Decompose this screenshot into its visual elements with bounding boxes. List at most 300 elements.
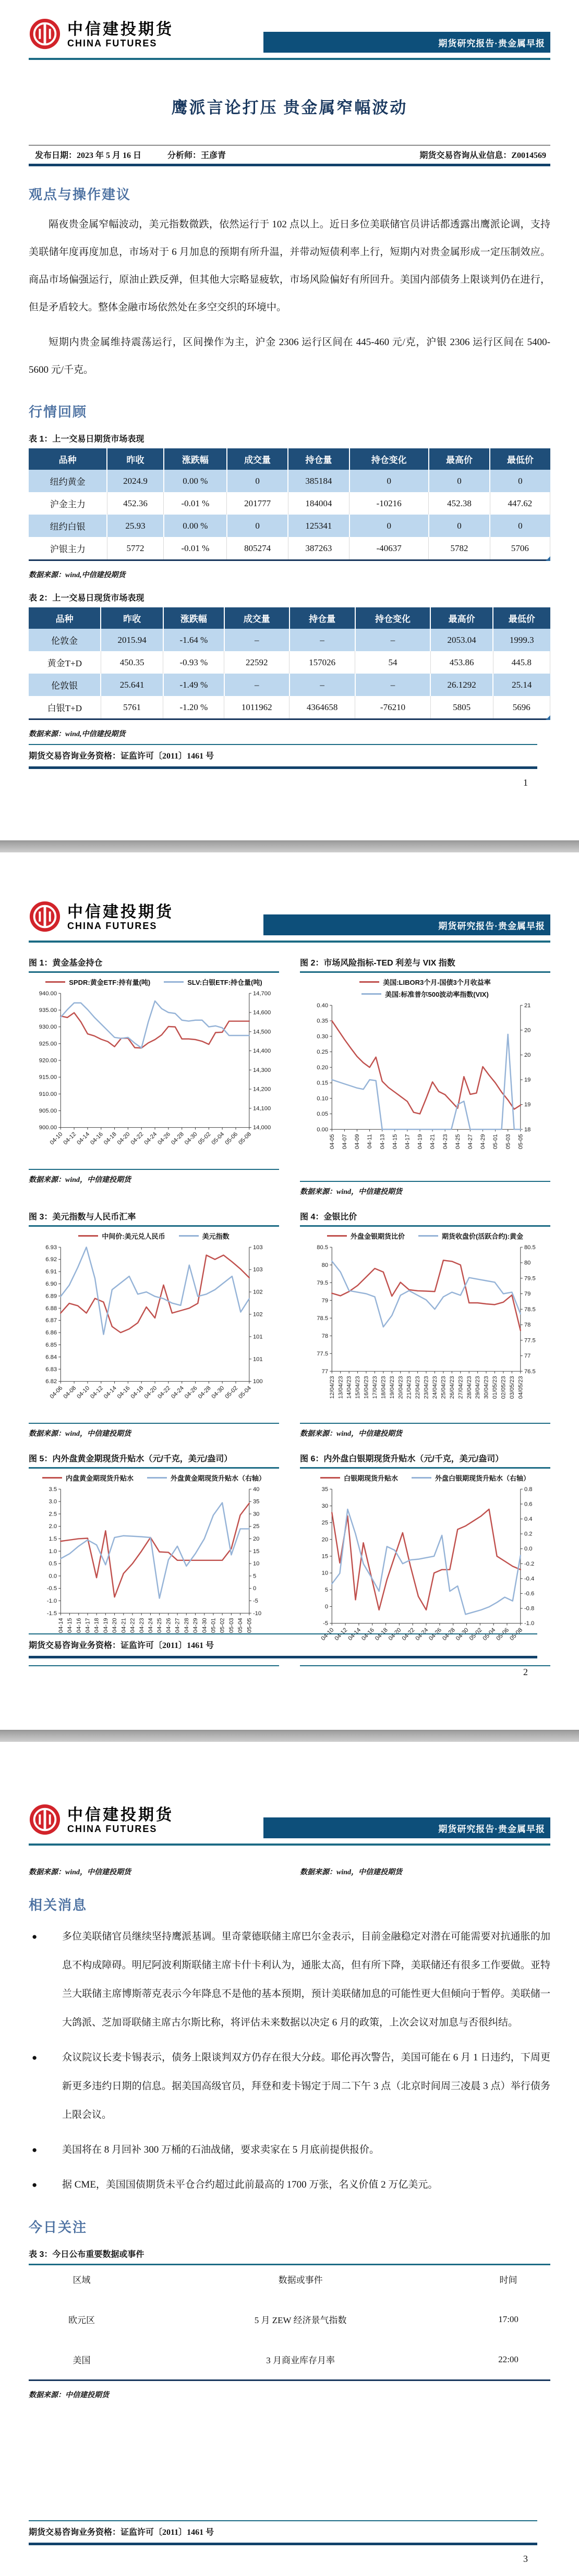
svg-text:0.4: 0.4 (524, 1516, 533, 1523)
table-cell: 伦敦金 (29, 629, 101, 651)
table-cell: 0 (429, 515, 490, 537)
table-cell: 5761 (101, 696, 163, 719)
column-header: 成交量 (227, 448, 288, 470)
svg-text:03/05/23: 03/05/23 (509, 1376, 515, 1399)
table2-source: 数据来源：wind,中信建投期货 (29, 730, 126, 738)
table-row (29, 696, 550, 719)
svg-text:05-05: 05-05 (246, 1618, 253, 1633)
svg-text:-1.5: -1.5 (46, 1610, 57, 1617)
column-header: 持仓变化 (349, 448, 429, 470)
svg-text:04-16: 04-16 (76, 1618, 82, 1633)
svg-text:05-08: 05-08 (237, 1131, 253, 1146)
legend-label: 中间价:美元兑人民币 (102, 1232, 165, 1241)
header-divider (29, 1844, 550, 1846)
svg-text:0: 0 (252, 1585, 257, 1592)
table-cell: 0 (349, 470, 429, 492)
legend-label: 白银期现货升贴水 (343, 1474, 398, 1483)
svg-text:04-17: 04-17 (404, 1134, 411, 1150)
report-header (29, 1742, 550, 1838)
news-bullet (29, 2135, 550, 2164)
chart-series (61, 1247, 249, 1334)
line-chart (300, 999, 550, 1180)
table-cell: 5782 (429, 537, 490, 560)
bullet-text: 美国将在 8 月回补 300 万桶的石油战储，要求卖家在 5 月底前提供报价。 (62, 2144, 380, 2155)
svg-text:6.85: 6.85 (45, 1342, 57, 1349)
table-cell: 沪银主力 (29, 537, 107, 560)
svg-text:05-02: 05-02 (468, 1627, 484, 1642)
svg-text:0.6: 0.6 (524, 1501, 533, 1508)
svg-text:0.35: 0.35 (317, 1018, 329, 1024)
svg-text:78.5: 78.5 (317, 1315, 329, 1322)
viewpoint-paragraph-1: 隔夜贵金属窄幅波动，美元指数微跌，依然运行于 102 点以上。近日多位美联储官员讲话都透露出鹰派论调，支持美联储年度再度加息，市场对于 6 月加息的预期有所升温，并带动短债利率上行，短期内对贵金属形成一定压制效应。商品市场偏强运行，原油止跌反弹，但其他大宗略显疲软，市场风险偏好有所回升。美国内部债务上限谈判仍在进行，但是矛盾较大。整体金融市场依然处在多空交织的环境中。 (29, 219, 550, 313)
legend-label: 外盘白银期现货升贴水（右轴） (435, 1474, 530, 1483)
legend-line-icon (78, 1235, 98, 1237)
svg-text:18/04/23: 18/04/23 (380, 1376, 387, 1399)
svg-text:19: 19 (524, 1102, 531, 1108)
svg-text:04-30: 04-30 (210, 1385, 226, 1400)
svg-text:14,000: 14,000 (252, 1125, 271, 1131)
table-cell: 2024.9 (107, 470, 164, 492)
page-number: 2 (523, 1667, 528, 1677)
svg-text:05-02: 05-02 (219, 1618, 226, 1633)
legend-line-icon (412, 1477, 431, 1479)
svg-text:04-05: 04-05 (329, 1134, 335, 1150)
report-meta-row (29, 145, 550, 166)
svg-text:80.5: 80.5 (317, 1244, 329, 1251)
legend-line-icon (418, 1235, 438, 1237)
figure-3-legend (29, 1231, 279, 1241)
chart-series (61, 1255, 249, 1333)
table-cell: -0.01 % (164, 492, 227, 515)
svg-text:0.15: 0.15 (317, 1080, 329, 1086)
table-row (29, 515, 550, 537)
svg-text:25/04/23: 25/04/23 (440, 1376, 447, 1399)
svg-text:26/04/23: 26/04/23 (449, 1376, 455, 1399)
table-row (29, 2299, 550, 2339)
svg-text:0.40: 0.40 (317, 1002, 329, 1009)
column-header: 持仓量 (290, 607, 355, 629)
svg-text:27/04/23: 27/04/23 (457, 1376, 464, 1399)
svg-text:04-18: 04-18 (129, 1385, 145, 1400)
table-cell: 25.93 (107, 515, 164, 537)
table-cell: 22:00 (498, 2354, 518, 2364)
svg-text:04-26: 04-26 (428, 1627, 443, 1642)
svg-text:35: 35 (321, 1486, 329, 1493)
table-cell: 沪金主力 (29, 492, 107, 515)
svg-text:05-01: 05-01 (492, 1134, 499, 1150)
citic-logo-icon (29, 1803, 61, 1838)
chart-series (332, 1021, 521, 1114)
news-bullet (29, 2043, 550, 2129)
brand-name-cn: 中信建投期货 (67, 904, 174, 921)
table-cell: 385184 (288, 470, 349, 492)
table-cell: 453.86 (430, 651, 493, 674)
table-row (29, 537, 550, 560)
analyst-name: 分析师：王彦青 (167, 151, 226, 160)
svg-text:100: 100 (252, 1378, 263, 1385)
table (29, 448, 550, 561)
svg-text:04-14: 04-14 (347, 1627, 363, 1642)
table-cell: 0 (227, 470, 288, 492)
svg-text:0.30: 0.30 (317, 1033, 329, 1040)
svg-text:04-25: 04-25 (454, 1134, 461, 1150)
svg-text:04-15: 04-15 (67, 1618, 74, 1633)
svg-text:77.5: 77.5 (524, 1337, 536, 1344)
svg-text:23/04/23: 23/04/23 (423, 1376, 430, 1399)
svg-text:0: 0 (324, 1604, 329, 1610)
figure-4-source: 数据来源：wind，中信建投期货 (300, 1423, 550, 1438)
svg-text:04-14: 04-14 (76, 1131, 91, 1146)
table-header-row (29, 2265, 550, 2300)
svg-text:77: 77 (524, 1353, 531, 1360)
table-cell: 美国 (73, 2355, 91, 2365)
table-cell: – (355, 674, 431, 696)
svg-text:05-02: 05-02 (224, 1385, 239, 1400)
svg-text:21: 21 (524, 1002, 531, 1009)
svg-text:04-19: 04-19 (417, 1134, 424, 1150)
page-separator (0, 1730, 579, 1742)
chart-series (61, 1503, 249, 1598)
svg-text:16/04/23: 16/04/23 (363, 1376, 370, 1399)
figure-6-legend (300, 1473, 550, 1483)
svg-text:20/04/23: 20/04/23 (397, 1376, 404, 1399)
table-cell: 5 月 ZEW 经济景气指数 (254, 2315, 347, 2325)
section-title-focus: 今日关注 (29, 2219, 88, 2235)
svg-text:10: 10 (252, 1561, 260, 1568)
table1-source: 数据来源：wind,中信建投期货 (29, 571, 126, 579)
page-footer (29, 2520, 537, 2565)
figure-5-source: 数据来源：wind，中信建投期货 (29, 1869, 131, 1876)
svg-text:04-13: 04-13 (379, 1134, 386, 1150)
svg-text:80: 80 (321, 1262, 329, 1269)
brand-name-en: CHINA FUTURES (67, 1823, 158, 1834)
legend-label: 美国:LIBOR3个月-国债3个月收益率 (383, 979, 491, 986)
svg-text:-0.2: -0.2 (524, 1561, 535, 1568)
table-cell: 黄金T+D (29, 651, 101, 674)
column-header: 涨跌幅 (164, 448, 227, 470)
svg-text:04-10: 04-10 (320, 1627, 335, 1642)
svg-text:04-28: 04-28 (197, 1385, 212, 1400)
column-header: 涨跌幅 (163, 607, 224, 629)
svg-text:0.2: 0.2 (524, 1531, 533, 1538)
news-bullet-list (29, 1922, 550, 2199)
table-cell: 5696 (493, 696, 550, 719)
svg-text:20: 20 (524, 1027, 531, 1034)
report-header (29, 0, 550, 53)
svg-text:22/04/23: 22/04/23 (415, 1376, 421, 1399)
table-cell: -1.20 % (163, 696, 224, 719)
svg-text:04-20: 04-20 (116, 1131, 131, 1146)
svg-text:04-24: 04-24 (143, 1131, 159, 1146)
svg-text:77.5: 77.5 (317, 1351, 329, 1358)
line-chart (29, 987, 279, 1168)
section-title-review: 行情回顾 (29, 404, 88, 420)
legend-line-icon (164, 981, 184, 983)
svg-text:-10: -10 (252, 1610, 262, 1617)
table-cell: 0 (490, 515, 550, 537)
svg-text:04-08: 04-08 (62, 1385, 78, 1400)
svg-text:940.00: 940.00 (39, 990, 57, 997)
brand-name-cn: 中信建投期货 (67, 21, 174, 39)
svg-text:05-06: 05-06 (495, 1627, 511, 1642)
svg-text:900.00: 900.00 (39, 1125, 57, 1131)
svg-text:04-29: 04-29 (480, 1134, 487, 1150)
svg-text:925.00: 925.00 (39, 1041, 57, 1047)
svg-text:5: 5 (324, 1587, 329, 1594)
table-cell: 450.35 (101, 651, 163, 674)
svg-text:6.83: 6.83 (45, 1366, 57, 1373)
table-cell: 5805 (430, 696, 493, 719)
table-cell: 17:00 (498, 2314, 518, 2324)
svg-text:04-29: 04-29 (192, 1618, 199, 1633)
banner-title: 期货研究报告·贵金属早报 (263, 32, 550, 53)
figure-3-title: 图 3：美元指数与人民币汇率 (29, 1213, 136, 1222)
figure-4-chart (300, 1241, 550, 1422)
table-header-row (29, 448, 550, 470)
svg-text:-0.4: -0.4 (524, 1576, 535, 1582)
svg-text:04-19: 04-19 (102, 1618, 109, 1633)
svg-text:02/05/23: 02/05/23 (500, 1376, 507, 1399)
svg-text:04-12: 04-12 (62, 1131, 78, 1146)
page-number: 3 (523, 2554, 528, 2564)
table-cell: 1999.3 (493, 629, 550, 651)
chart-series (61, 1504, 249, 1597)
legend-line-icon (45, 981, 65, 983)
figure-2-source: 数据来源：wind，中信建投期货 (300, 1181, 550, 1197)
chart-series (332, 1034, 521, 1129)
svg-text:79: 79 (321, 1298, 329, 1304)
figure-3 (29, 1210, 279, 1438)
svg-text:30: 30 (321, 1503, 329, 1510)
svg-text:04-27: 04-27 (467, 1134, 474, 1150)
figure-6-source: 数据来源：wind，中信建投期货 (300, 1869, 403, 1876)
svg-text:05-05: 05-05 (517, 1134, 524, 1150)
svg-text:29/04/23: 29/04/23 (475, 1376, 481, 1399)
svg-text:18: 18 (524, 1126, 531, 1133)
svg-text:04-30: 04-30 (201, 1618, 208, 1633)
section-title-news: 相关消息 (29, 1897, 88, 1913)
svg-text:04-16: 04-16 (116, 1385, 131, 1400)
column-header: 成交量 (224, 607, 290, 629)
brand-name-en: CHINA FUTURES (67, 920, 158, 931)
svg-text:-5: -5 (323, 1620, 329, 1627)
svg-text:17/04/23: 17/04/23 (372, 1376, 379, 1399)
legend-item (42, 1473, 134, 1483)
svg-text:14,700: 14,700 (252, 990, 271, 997)
report-title: 鹰派言论打压 贵金属窄幅波动 (171, 99, 408, 117)
svg-text:04-30: 04-30 (183, 1131, 199, 1146)
table-cell: -0.93 % (163, 651, 224, 674)
svg-text:13/04/23: 13/04/23 (337, 1376, 344, 1399)
svg-text:19: 19 (524, 1077, 531, 1083)
table-cell: – (224, 629, 290, 651)
svg-text:79.5: 79.5 (317, 1280, 329, 1287)
bullet-text: 众议院议长麦卡锡表示，债务上限谈判双方仍存在很大分歧。耶伦再次警告，美国可能在 6 月 1 日违约，下周更新更多违约日期的信息。据美国高级官员，拜登和麦卡锡定于周二下午 3 点（北京时间周三凌晨 3 点）举行债务上限会议。 (62, 2052, 550, 2120)
table-row (29, 629, 550, 651)
table-header-row (29, 607, 550, 629)
column-header: 最低价 (490, 448, 550, 470)
column-header: 品种 (29, 448, 107, 470)
citic-logo-icon (29, 18, 61, 53)
svg-text:6.89: 6.89 (45, 1293, 57, 1300)
legend-label: 美元指数 (202, 1232, 230, 1241)
svg-text:0.00: 0.00 (317, 1126, 329, 1133)
column-header: 区域 (73, 2275, 91, 2285)
table-cell: 5772 (107, 537, 164, 560)
figure-6-title: 图 6：内外盘白银期现货升贴水（元/千克，美元/盎司） (300, 1455, 504, 1464)
events-table (29, 2264, 550, 2381)
table-cell: -76210 (355, 696, 431, 719)
table-cell: 26.1292 (430, 674, 493, 696)
svg-text:0.20: 0.20 (317, 1064, 329, 1071)
svg-text:6.88: 6.88 (45, 1305, 57, 1312)
legend-label: 期货收盘价(活跃合约):黄金 (442, 1232, 523, 1241)
brand-name-en: CHINA FUTURES (67, 38, 158, 48)
table-cell: -40637 (349, 537, 429, 560)
svg-text:05-04: 05-04 (237, 1618, 244, 1633)
svg-text:05-04: 05-04 (481, 1627, 497, 1642)
table3-source: 数据来源：中信建投期货 (29, 2391, 109, 2399)
legend-label: 内盘黄金期现货升贴水 (65, 1474, 134, 1483)
line-chart (29, 1241, 279, 1422)
table-row (29, 674, 550, 696)
chart-series (332, 1261, 521, 1327)
svg-text:01/05/23: 01/05/23 (492, 1376, 499, 1399)
column-header: 最低价 (493, 607, 550, 629)
svg-text:6.91: 6.91 (45, 1268, 57, 1275)
svg-text:05-06: 05-06 (224, 1131, 239, 1146)
figure-4-title: 图 4：金银比价 (300, 1213, 357, 1222)
svg-text:-1.0: -1.0 (46, 1598, 57, 1605)
table-cell: 0 (429, 470, 490, 492)
brand-logo (29, 1803, 201, 1838)
chart-series (332, 1509, 521, 1610)
table-cell: 25.641 (101, 674, 163, 696)
svg-text:05-08: 05-08 (509, 1627, 524, 1642)
svg-text:04-20: 04-20 (143, 1385, 159, 1400)
svg-text:101: 101 (252, 1334, 263, 1340)
svg-text:04-22: 04-22 (401, 1627, 416, 1642)
svg-text:78: 78 (321, 1333, 329, 1340)
table-cell: 452.38 (429, 492, 490, 515)
license-info: 期货交易咨询从业信息：Z0014569 (419, 151, 546, 160)
svg-text:6.84: 6.84 (45, 1354, 57, 1361)
svg-text:905.00: 905.00 (39, 1108, 57, 1115)
report-header (29, 852, 550, 935)
legend-item (164, 977, 262, 987)
svg-text:80: 80 (524, 1260, 531, 1266)
svg-text:6.87: 6.87 (45, 1317, 57, 1324)
svg-text:04-16: 04-16 (360, 1627, 376, 1642)
svg-text:10: 10 (321, 1570, 329, 1577)
svg-text:930.00: 930.00 (39, 1024, 57, 1031)
svg-text:04-24: 04-24 (170, 1385, 185, 1400)
svg-text:05-02: 05-02 (197, 1131, 212, 1146)
svg-text:04-22: 04-22 (129, 1618, 136, 1633)
svg-text:103: 103 (252, 1244, 263, 1251)
svg-text:5: 5 (252, 1573, 257, 1580)
table-row (29, 2339, 550, 2380)
svg-text:15: 15 (252, 1548, 260, 1555)
svg-text:6.82: 6.82 (45, 1378, 57, 1385)
svg-text:2.5: 2.5 (49, 1511, 57, 1518)
banner-title: 期货研究报告·贵金属早报 (263, 1817, 550, 1838)
column-header: 昨收 (107, 448, 164, 470)
svg-text:40: 40 (252, 1486, 260, 1493)
table-cell: 0 (349, 515, 429, 537)
table-cell: 0 (490, 470, 550, 492)
svg-text:14,400: 14,400 (252, 1048, 271, 1055)
svg-text:04-21: 04-21 (120, 1618, 127, 1633)
legend-item (179, 1231, 230, 1241)
table-cell: – (290, 674, 355, 696)
svg-text:05-04: 05-04 (237, 1385, 253, 1400)
table-cell: 0.00 % (164, 470, 227, 492)
spot-market-table (29, 607, 550, 720)
table-row (29, 651, 550, 674)
table-cell: – (355, 629, 431, 651)
chart-series (61, 1013, 249, 1048)
svg-text:12/04/23: 12/04/23 (329, 1376, 335, 1399)
svg-text:103: 103 (252, 1266, 263, 1273)
table (29, 607, 550, 720)
table-cell: 157026 (290, 651, 355, 674)
svg-text:04-22: 04-22 (129, 1131, 145, 1146)
table-cell: 25.14 (493, 674, 550, 696)
svg-text:0.8: 0.8 (524, 1486, 533, 1493)
svg-text:0.25: 0.25 (317, 1049, 329, 1056)
svg-text:78: 78 (524, 1322, 531, 1328)
column-header: 持仓变化 (355, 607, 431, 629)
svg-text:04-20: 04-20 (387, 1627, 403, 1642)
report-page-1 (0, 0, 579, 840)
citic-logo-icon (29, 900, 61, 935)
svg-text:101: 101 (252, 1356, 263, 1363)
svg-text:1.5: 1.5 (49, 1536, 57, 1543)
svg-text:05-01: 05-01 (210, 1618, 217, 1633)
svg-text:14/04/23: 14/04/23 (346, 1376, 353, 1399)
svg-text:-5: -5 (252, 1598, 258, 1605)
svg-text:04-15: 04-15 (392, 1134, 399, 1150)
table-row (29, 492, 550, 515)
legend-line-icon (42, 1477, 62, 1479)
page-number: 1 (523, 777, 528, 788)
svg-text:04-22: 04-22 (156, 1385, 172, 1400)
table-corner-mark-icon (546, 556, 550, 561)
svg-text:05-03: 05-03 (228, 1618, 235, 1633)
svg-text:04-18: 04-18 (93, 1618, 100, 1633)
legend-label: 美国:标准普尔500波动率指数(VIX) (385, 991, 489, 998)
table-cell: 201777 (227, 492, 288, 515)
svg-text:05-03: 05-03 (505, 1134, 512, 1150)
figure-1-source: 数据来源：wind，中信建投期货 (29, 1169, 279, 1185)
table-row (29, 470, 550, 492)
svg-text:35: 35 (252, 1499, 260, 1506)
svg-text:21/04/23: 21/04/23 (406, 1376, 413, 1399)
table-cell: 452.36 (107, 492, 164, 515)
table-cell: 125341 (288, 515, 349, 537)
table2-caption: 表 2：上一交易日现货市场表现 (29, 594, 144, 603)
svg-text:-0.5: -0.5 (46, 1585, 57, 1592)
table-cell: -1.49 % (163, 674, 224, 696)
figure-1 (29, 956, 279, 1197)
brand-logo (29, 900, 201, 935)
table-cell: 5706 (490, 537, 550, 560)
svg-text:14,100: 14,100 (252, 1105, 271, 1112)
svg-text:04-24: 04-24 (148, 1618, 154, 1633)
legend-line-icon (327, 1235, 347, 1237)
svg-text:15/04/23: 15/04/23 (355, 1376, 361, 1399)
